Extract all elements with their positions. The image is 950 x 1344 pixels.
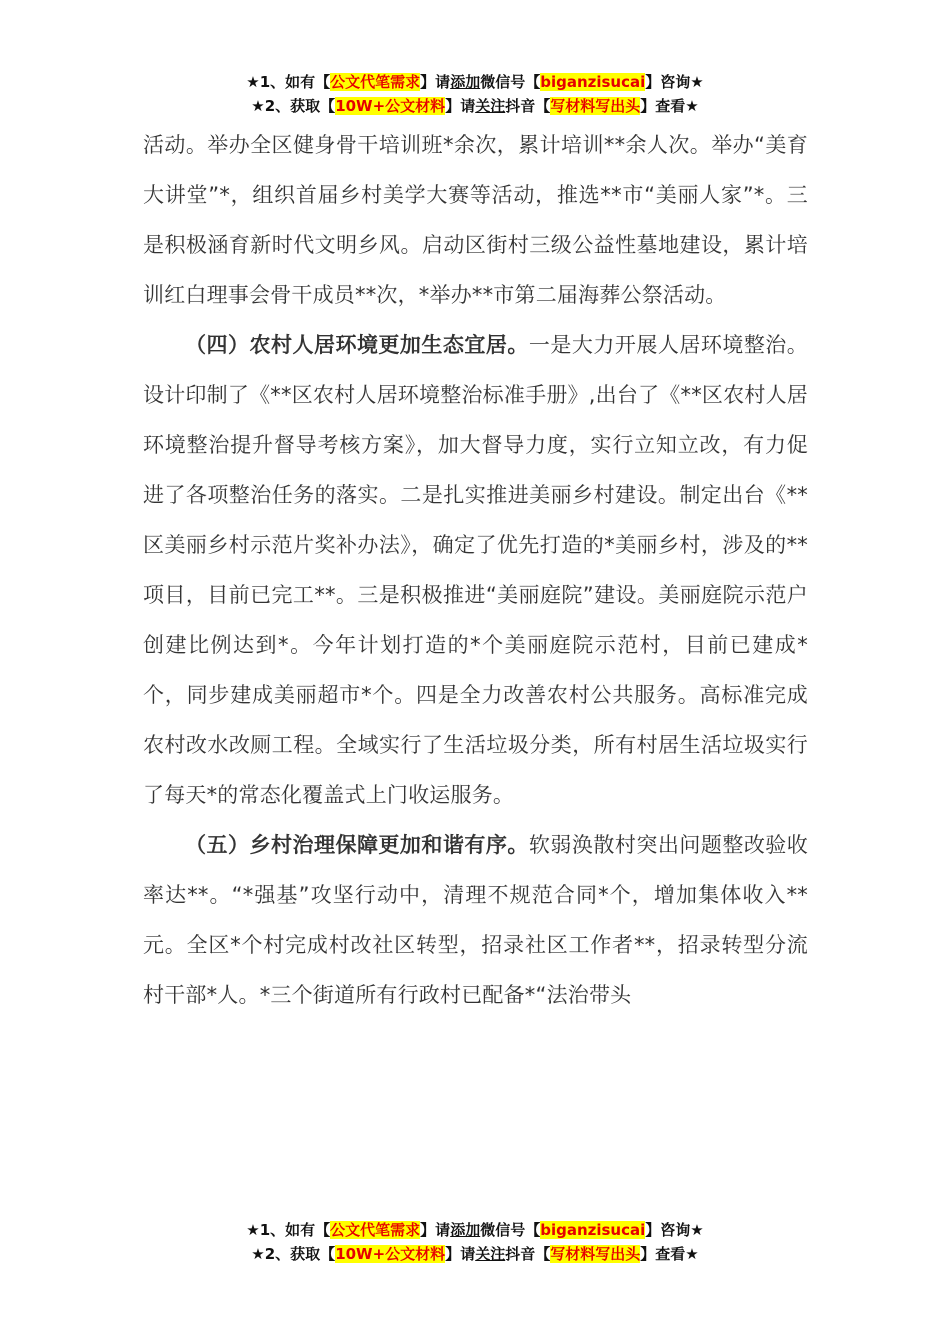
section-heading-5: （五）乡村治理保障更加和谐有序。 (185, 833, 529, 857)
header-douyin-account: 写材料写出头 (550, 97, 641, 115)
header-line-1: ★1、如有【公文代笔需求】请添加微信号【biganzisucai】咨询★ (246, 73, 704, 91)
footer-highlight-service: 公文代笔需求 (330, 1221, 421, 1239)
header-line-2: ★2、获取【10W+公文材料】请关注抖音【写材料写出头】查看★ (251, 97, 699, 115)
footer-banner (0, 1218, 950, 1266)
header-highlight-service: 公文代笔需求 (330, 73, 421, 91)
paragraph-living-environment: （四）农村人居环境更加生态宜居。一是大力开展人居环境整治。设计印制了《**区农村人居环境整治标准手册》,出台了《**区农村人居环境整治提升督导考核方案》，加大督导力度，实行立知立改，有力促进了各项整治任务的落实。二是扎实推进美丽乡村建设。制定出台《**区美丽乡村示范片奖补办法》，确定了优先打造的*美丽乡村，涉及的**项目，目前已完工**。三是积极推进“美丽庭院”建设。美丽庭院示范户创建比例达到*。今年计划打造的*个美丽庭院示范村，目前已建成*个，同步建成美丽超市*个。四是全力改善农村公共服务。高标准完成农村改水改厕工程。全域实行了生活垃圾分类，所有村居生活垃圾实行了每天*的常态化覆盖式上门收运服务。 (143, 333, 808, 807)
document-body (143, 120, 808, 1020)
footer-highlight-materials: 10W+公文材料 (335, 1245, 446, 1263)
footer-douyin-account: 写材料写出头 (550, 1245, 641, 1263)
paragraph-rural-governance: （五）乡村治理保障更加和谐有序。软弱涣散村突出问题整改验收率达**。“*强基”攻坚行动中，清理不规范合同*个，增加集体收入**元。全区*个村完成村改社区转型，招录社区工作者**，招录转型分流村干部*人。*三个街道所有行政村已配备*“法治带头 (143, 833, 808, 1007)
paragraph-continued: 活动。举办全区健身骨干培训班*余次，累计培训**余人次。举办“美育大讲堂”*，组织首届乡村美学大赛等活动，推选**市“美丽人家”*。三是积极涵育新时代文明乡风。启动区街村三级公益性墓地建设，累计培训红白理事会骨干成员**次，*举办**市第二届海葬公祭活动。 (143, 133, 808, 307)
footer-wechat-id: biganzisucai (540, 1221, 646, 1239)
footer-line-2: ★2、获取【10W+公文材料】请关注抖音【写材料写出头】查看★ (251, 1245, 699, 1263)
header-highlight-materials: 10W+公文材料 (335, 97, 446, 115)
header-wechat-id: biganzisucai (540, 73, 646, 91)
section-heading-4: （四）农村人居环境更加生态宜居。 (185, 333, 529, 357)
header-banner (0, 70, 950, 118)
footer-line-1: ★1、如有【公文代笔需求】请添加微信号【biganzisucai】咨询★ (246, 1221, 704, 1239)
